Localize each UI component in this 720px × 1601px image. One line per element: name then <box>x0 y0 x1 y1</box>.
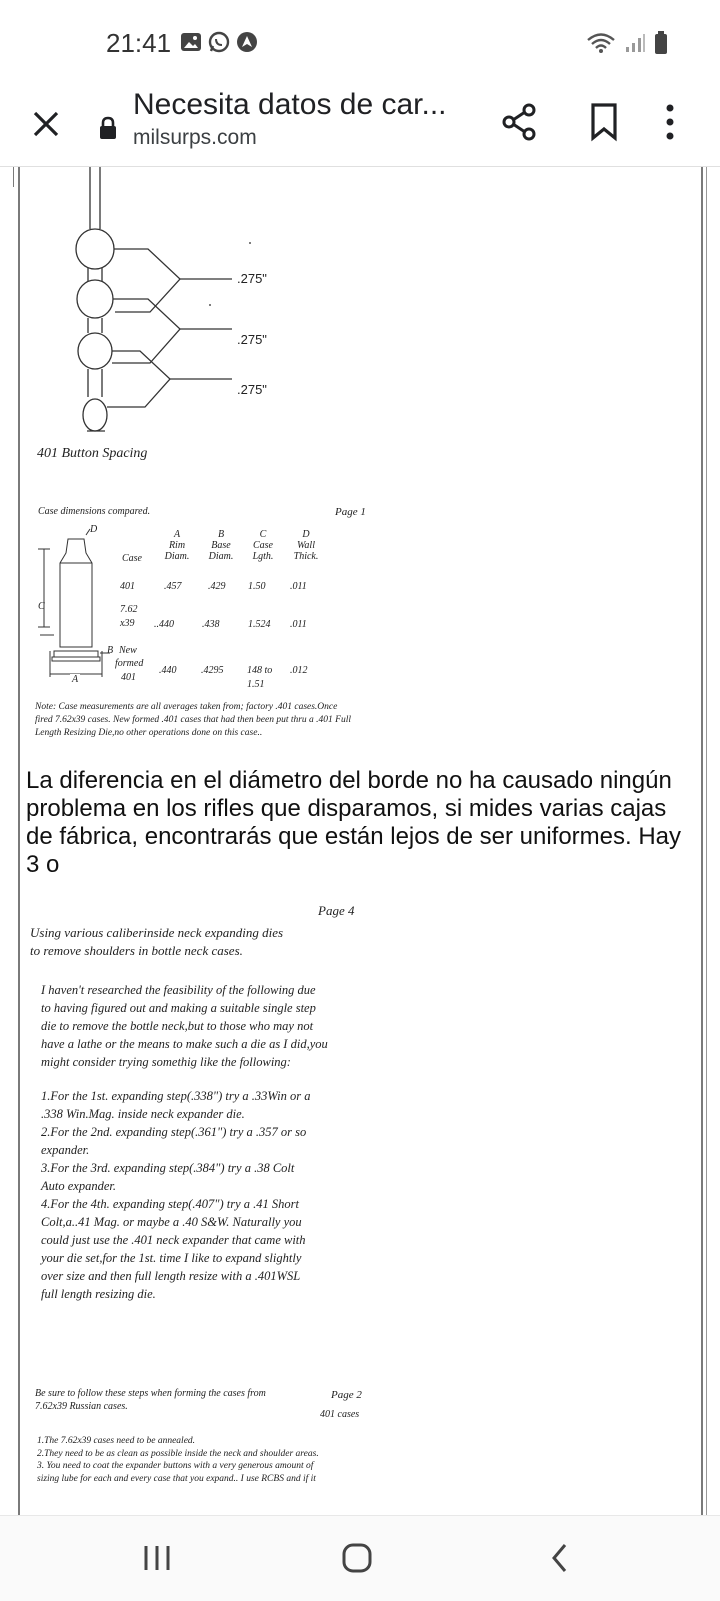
frame-border <box>706 167 707 1515</box>
scan-line: your die set,for the 1st. time I like to expand slightly <box>41 1251 302 1265</box>
bookmark-button[interactable] <box>588 102 620 147</box>
share-button[interactable] <box>500 102 540 147</box>
scan-line: expander. <box>41 1143 90 1157</box>
scan-line: 7.62x39 Russian cases. <box>35 1401 128 1412</box>
scan-line: over size and then full length resize with a .401WSL <box>41 1269 301 1283</box>
page-label: Page 2 <box>331 1389 362 1401</box>
table-cell: ..440 <box>154 619 174 630</box>
table-cell: 1.51 <box>247 679 265 690</box>
table-cell: 1.524 <box>248 619 271 630</box>
page-title: Necesita datos de car... <box>133 88 447 121</box>
home-icon <box>341 1542 373 1574</box>
table-cell: x39 <box>120 618 135 629</box>
table-cell: 148 to <box>247 665 273 676</box>
scan-line: 3. You need to coat the expander buttons with a very generous amount of <box>37 1461 314 1471</box>
recents-button[interactable] <box>127 1538 187 1578</box>
column-header: Diam. <box>164 551 190 562</box>
lock-icon[interactable] <box>98 116 118 145</box>
button-spacing-diagram <box>70 167 290 442</box>
signal-icon <box>624 32 646 54</box>
wifi-icon <box>586 32 616 54</box>
diagram-caption: 401 Button Spacing <box>37 446 148 461</box>
gallery-icon <box>180 31 202 53</box>
scan-paragraph <box>41 981 381 1071</box>
column-header: Wall <box>297 540 315 551</box>
page-host: milsurps.com <box>133 126 257 149</box>
back-icon <box>550 1543 570 1573</box>
scan-line: die to remove the bottle neck,but to those who may not <box>41 1019 314 1033</box>
table-cell: formed <box>115 658 144 669</box>
column-header: Case <box>122 553 142 564</box>
dimension-label: .275" <box>237 271 267 286</box>
table-cell: .4295 <box>201 665 224 676</box>
column-header: A <box>173 529 181 540</box>
recents-icon <box>142 1544 172 1572</box>
frame-border <box>701 167 703 1515</box>
more-vert-icon <box>662 102 678 142</box>
table-cell: New <box>119 645 137 656</box>
table-cell: .011 <box>290 581 307 592</box>
scan-line: Be sure to follow these steps when forming the cases from <box>35 1388 266 1399</box>
scan-line: to having figured out and making a suitable single step <box>41 1001 316 1015</box>
column-header: D <box>302 529 310 540</box>
scan-line: Using various caliberinside neck expanding dies <box>30 925 284 940</box>
scan-line: to remove shoulders in bottle neck cases. <box>30 943 243 958</box>
home-button[interactable] <box>327 1538 387 1578</box>
table-cell: .457 <box>164 581 182 592</box>
table-cell: .440 <box>159 665 177 676</box>
dimension-letter: C <box>38 601 45 612</box>
column-header: C <box>259 529 267 540</box>
column-header: Case <box>253 540 273 551</box>
scan-line: Auto expander. <box>41 1179 116 1193</box>
scan-line: could just use the .401 neck expander that came with <box>41 1233 306 1247</box>
scan-line: 1.For the 1st. expanding step(.338") try a .33Win or a <box>41 1089 311 1103</box>
scan-line: I haven't researched the feasibility of the following due <box>41 983 316 997</box>
scan-steps <box>41 1087 381 1303</box>
scan-line: have a lathe or the means to make such a die as I did,you <box>41 1037 328 1051</box>
system-navigation-bar <box>0 1515 720 1601</box>
scan-line: full length resizing die. <box>41 1287 156 1301</box>
navigation-icon <box>236 31 258 53</box>
table-cell: .012 <box>290 665 308 676</box>
table-cell: .011 <box>290 619 307 630</box>
bookmark-icon <box>588 102 620 142</box>
battery-icon <box>654 31 668 55</box>
table-cell: 401 <box>120 581 135 592</box>
dimension-letter: A <box>72 674 79 685</box>
column-header: Thick. <box>293 551 319 562</box>
column-header: Base <box>211 540 231 551</box>
close-icon <box>32 110 60 138</box>
column-header: Rim <box>168 540 186 551</box>
scan-line: 1.The 7.62x39 cases need to be annealed. <box>37 1436 196 1446</box>
frame-border <box>18 167 20 1515</box>
browser-toolbar <box>0 86 720 167</box>
page-content[interactable] <box>0 167 720 1515</box>
scan-list <box>37 1435 367 1485</box>
dimension-label: .275" <box>237 332 267 347</box>
scan-line: sizing lube for each and every case that you expand.. I use RCBS and if it <box>37 1473 316 1484</box>
scan-line: 2.They need to be as clean as possible inside the neck and shoulder areas. <box>37 1448 319 1459</box>
close-button[interactable] <box>26 104 66 144</box>
page-sublabel: 401 cases <box>320 1409 360 1420</box>
table-cell: .438 <box>202 619 220 630</box>
column-header: Diam. <box>208 551 234 562</box>
table-note: Note: Case measurements are all averages taken from; factory .401 cases.Once fired 7.62x39 cases. New formed .401 cases that had then been put thru a .401 Full Length Resizing Die,no other operations done on this case.. <box>35 702 352 738</box>
scan-line: 3.For the 3rd. expanding step(.384") try a .38 Colt <box>41 1161 295 1175</box>
frame-border <box>13 167 14 187</box>
table-cell: 7.62 <box>120 604 138 615</box>
dimension-label: .275" <box>237 382 267 397</box>
system-icons <box>586 31 668 55</box>
table-cell: 1.50 <box>248 581 266 592</box>
dimension-letter: D <box>90 524 98 535</box>
status-bar <box>0 0 720 86</box>
scan-line: Colt,a..41 Mag. or maybe a .40 S&W. Naturally you <box>41 1215 302 1229</box>
scan-line: 4.For the 4th. expanding step(.407") try a .41 Short <box>41 1197 299 1211</box>
share-icon <box>500 102 540 142</box>
page-label: Page 4 <box>318 903 355 918</box>
page-label: Page 1 <box>335 506 366 518</box>
back-button[interactable] <box>530 1538 590 1578</box>
scan-line: 2.For the 2nd. expanding step(.361") try a .357 or so <box>41 1125 307 1139</box>
notification-icons <box>180 31 258 53</box>
status-time: 21:41 <box>106 28 172 58</box>
column-header: B <box>217 529 225 540</box>
table-cell: .429 <box>208 581 226 592</box>
scan-line: .338 Win.Mag. inside neck expander die. <box>41 1107 245 1121</box>
dimension-letter: B <box>107 645 114 656</box>
post-text: La diferencia en el diámetro del borde no ha causado ningún problema en los rifles que disparamos, si mides varias cajas de fábrica, encontrarás que están lejos de ser uniformes. Hay 3 o <box>26 767 682 878</box>
table-heading: Case dimensions compared. <box>38 506 151 517</box>
column-header: Lgth. <box>252 551 274 562</box>
table-cell: 401 <box>121 672 136 683</box>
whatsapp-icon <box>208 31 230 53</box>
more-options-button[interactable] <box>662 102 678 147</box>
scan-line: might consider trying somethig like the following: <box>41 1055 291 1069</box>
